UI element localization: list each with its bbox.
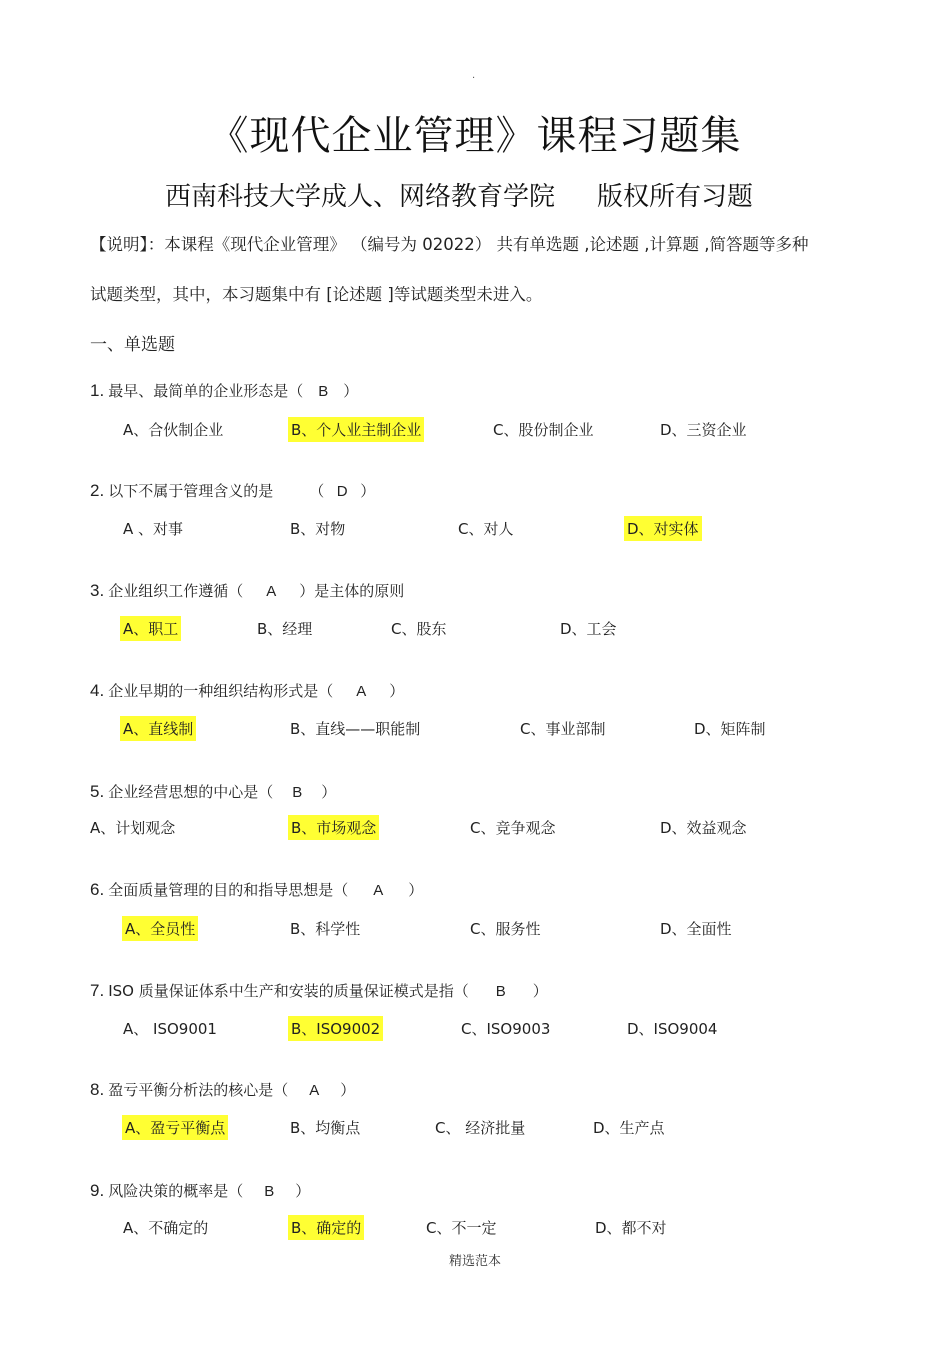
question-text: 企业组织工作遵循（: [108, 582, 244, 600]
section-title: 一、单选题: [90, 335, 175, 355]
question-answer: A: [266, 583, 277, 600]
option-c: C、对人: [458, 520, 514, 538]
question-close: ）: [343, 382, 359, 400]
option-b-correct: B、个人业主制企业: [288, 417, 424, 442]
question-number: 6.: [90, 880, 105, 899]
question-close: ）是主体的原则: [299, 582, 405, 600]
page-title: 《现代企业管理》课程习题集: [208, 113, 742, 159]
question-number: 8.: [90, 1080, 105, 1099]
option-b: B、对物: [290, 520, 346, 538]
option-c: C、股东: [391, 620, 447, 638]
option-a: A、计划观念: [90, 819, 176, 837]
question-stem: [90, 879, 423, 900]
option-c: C、服务性: [470, 920, 541, 938]
option-b: B、均衡点: [290, 1119, 361, 1137]
option-c: C、不一定: [426, 1219, 497, 1237]
question-text: 企业经营思想的中心是（: [108, 783, 274, 801]
question-close: ）: [321, 783, 337, 801]
page-subtitle: [165, 176, 753, 213]
option-b-correct: B、确定的: [288, 1215, 364, 1240]
question-stem: 2. 以下不属于管理含义的是 （ D ）: [90, 481, 376, 500]
option-a: A、合伙制企业: [123, 421, 224, 439]
question-answer: D: [336, 483, 348, 500]
option-b: B、科学性: [290, 920, 361, 938]
question-number: 5.: [90, 782, 105, 801]
page-footer: 精选范本: [448, 1254, 501, 1269]
intro-line-1: 【说明】：本课程《现代企业管理》 （编号为 02022） 共有单选题 ,论述题 ,计算题 ,简答题等多种: [90, 235, 809, 254]
question-stem: [90, 1180, 310, 1201]
option-a-correct: A、职工: [120, 616, 181, 641]
option-a: A 、对事: [123, 520, 184, 538]
option-c: C、 经济批量: [435, 1119, 526, 1137]
subtitle-institution: 西南科技大学成人、网络教育学院: [165, 182, 556, 212]
option-b: B、直线——职能制: [290, 720, 421, 738]
question-answer: A: [356, 683, 367, 700]
question-answer: B: [292, 784, 303, 801]
question-text: 全面质量管理的目的和指导思想是（: [108, 881, 349, 899]
option-c: C、竞争观念: [470, 819, 556, 837]
option-a-correct: A、盈亏平衡点: [122, 1115, 228, 1140]
question-text: 盈亏平衡分析法的核心是（: [108, 1081, 289, 1099]
question-close: ）: [360, 482, 376, 500]
question-stem: [90, 680, 404, 701]
option-a: A、不确定的: [123, 1219, 209, 1237]
option-c: C、事业部制: [520, 720, 606, 738]
question-close: ）: [408, 881, 424, 899]
option-b: B、经理: [257, 620, 313, 638]
question-close: ）: [389, 682, 405, 700]
question-answer: A: [373, 882, 384, 899]
option-b-correct: B、市场观念: [288, 815, 379, 840]
option-d: D、工会: [560, 620, 617, 638]
option-a: A、 ISO9001: [123, 1020, 217, 1038]
question-number: 1.: [90, 381, 105, 400]
question-answer: B: [318, 383, 329, 400]
question-answer: A: [309, 1082, 320, 1099]
question-number: 9.: [90, 1181, 105, 1200]
option-d: D、ISO9004: [627, 1020, 718, 1038]
question-text: 风险决策的概率是（: [108, 1182, 244, 1200]
question-close: ）: [295, 1182, 311, 1200]
question-answer: B: [495, 983, 506, 1000]
question-text: 以下不属于管理含义的是: [108, 482, 274, 500]
page-top-mark: .: [472, 70, 476, 81]
option-a-correct: A、全员性: [122, 916, 198, 941]
option-a-correct: A、直线制: [120, 716, 196, 741]
option-b-correct: B、ISO9002: [288, 1016, 383, 1041]
subtitle-copyright: 版权所有习题: [597, 182, 754, 212]
question-close: ）: [532, 982, 548, 1000]
question-stem: [90, 980, 548, 1001]
intro-line-2: 试题类型，其中，本习题集中有 [论述题 ]等试题类型未进入。: [90, 285, 543, 304]
question-text: 企业早期的一种组织结构形式是（: [108, 682, 334, 700]
question-stem: [90, 580, 404, 601]
question-stem: [90, 380, 358, 401]
option-d: D、效益观念: [660, 819, 747, 837]
question-number: 3.: [90, 581, 105, 600]
option-d: D、生产点: [593, 1119, 665, 1137]
question-answer: B: [264, 1183, 275, 1200]
option-d: D、三资企业: [660, 421, 747, 439]
question-text: ISO 质量保证体系中生产和安装的质量保证模式是指（: [108, 982, 469, 1000]
question-text: 最早、最简单的企业形态是（: [108, 382, 304, 400]
option-d: D、矩阵制: [694, 720, 766, 738]
question-stem: [90, 1079, 355, 1100]
question-stem: [90, 781, 336, 802]
question-close: ）: [340, 1081, 356, 1099]
question-number: 4.: [90, 681, 105, 700]
question-number: 7.: [90, 981, 105, 1000]
option-d-correct: D、对实体: [624, 516, 702, 541]
question-number: 2.: [90, 481, 105, 500]
option-c: C、ISO9003: [461, 1020, 551, 1038]
option-c: C、股份制企业: [493, 421, 594, 439]
option-d: D、都不对: [595, 1219, 667, 1237]
option-d: D、全面性: [660, 920, 732, 938]
